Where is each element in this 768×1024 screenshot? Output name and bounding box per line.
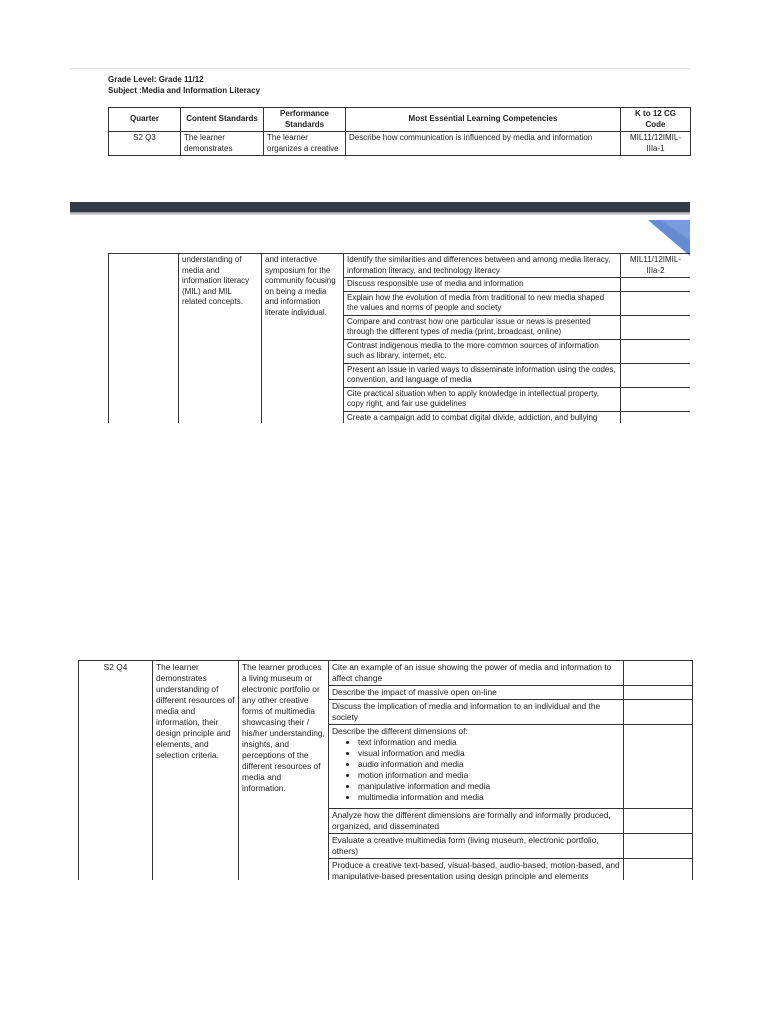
column-header-competencies: Most Essential Learning Competencies <box>346 108 621 132</box>
content-standard-cell: understanding of media and information literacy (MIL) and MIL related concepts. <box>179 254 262 424</box>
document-page-header-segment <box>70 68 690 156</box>
competency-cell: Cite practical situation when to apply knowledge in intellectual property, copy right, and fair use guidelines <box>344 387 621 411</box>
curriculum-table-q3-rows <box>108 253 690 423</box>
competency-cell: Evaluate a creative multimedia form (living museum, electronic portfolio, others) <box>329 834 624 859</box>
table-row <box>79 661 693 686</box>
cg-code-cell <box>621 363 691 387</box>
list-item: • motion information and media <box>358 770 620 781</box>
cg-code-cell <box>621 315 691 339</box>
performance-standard-cell: The learner organizes a creative <box>264 132 346 156</box>
competency-cell: Discuss responsible use of media and information <box>344 278 621 292</box>
dimensions-list <box>332 737 620 803</box>
curriculum-table-q4 <box>78 660 694 880</box>
cg-code-cell <box>624 686 693 700</box>
competency-cell: Compare and contrast how one particular issue or news is presented through the different types of media (print, broadcast, online) <box>344 315 621 339</box>
cg-code-cell: MIL11/12IMIL-IIIa-1 <box>621 132 691 156</box>
competency-cell: Describe the impact of massive open on-line <box>329 686 624 700</box>
curriculum-table-header <box>108 107 691 156</box>
cg-code-cell <box>621 291 691 315</box>
competency-cell: Contrast indigenous media to the more common sources of information such as library, internet, etc. <box>344 339 621 363</box>
list-item: • manipulative information and media <box>358 781 620 792</box>
cg-code-cell <box>621 278 691 292</box>
subject-label: Subject :Media and Information Literacy <box>108 86 261 95</box>
performance-standard-cell: The learner produces a living museum or electronic portfolio or any other creative forms of multimedia showcasing their / his/her understanding, insights, and perceptions of the different resources of media and information. <box>239 661 329 881</box>
column-header-content-standards: Content Standards <box>181 108 264 132</box>
table-row <box>109 254 691 278</box>
cg-code-cell <box>621 387 691 411</box>
column-header-quarter: Quarter <box>109 108 181 132</box>
dimensions-intro: Describe the different dimensions of: <box>332 726 468 736</box>
cg-code-cell <box>624 859 693 881</box>
list-item: • text information and media <box>358 737 620 748</box>
competency-cell: Present an issue in varied ways to disseminate information using the codes, convention, and language of media <box>344 363 621 387</box>
competency-cell: Discuss the implication of media and information to an individual and the society <box>329 700 624 725</box>
cg-code-cell <box>624 809 693 834</box>
grade-level-label: Grade Level: Grade 11/12 <box>108 75 204 84</box>
competency-cell: Create a campaign add to combat digital divide, addiction, and bullying <box>344 411 621 423</box>
competency-cell: Analyze how the different dimensions are formally and informally produced, organized, and disseminated <box>329 809 624 834</box>
content-standard-cell: The learner demonstrates understanding of different resources of media and information, their design principle and elements, and selection criteria. <box>153 661 239 881</box>
cg-code-cell <box>624 700 693 725</box>
competency-cell: Produce a creative text-based, visual-based, audio-based, motion-based, and manipulative-based presentation using design principle and elements <box>329 859 624 881</box>
content-standard-cell: The learner demonstrates <box>181 132 264 156</box>
curriculum-table-continuation <box>108 253 690 423</box>
list-item: • visual information and media <box>358 748 620 759</box>
list-item: • audio information and media <box>358 759 620 770</box>
quarter-cell: S2 Q4 <box>79 661 153 881</box>
blue-corner-accent-icon <box>640 220 690 256</box>
table-row <box>109 132 691 156</box>
competency-cell-dimensions <box>329 725 624 809</box>
cg-code-cell <box>621 411 691 423</box>
competency-cell: Identify the similarities and differences between and among media literacy, information literacy, and technology literacy <box>344 254 621 278</box>
cg-code-cell <box>624 661 693 686</box>
competency-cell: Describe how communication is influenced by media and information <box>346 132 621 156</box>
column-header-performance-standards: Performance Standards <box>264 108 346 132</box>
quarter-cell <box>109 254 179 424</box>
competency-cell: Explain how the evolution of media from traditional to new media shaped the values and norms of people and society <box>344 291 621 315</box>
performance-standard-cell: and interactive symposium for the community focusing on being a media and information literate individual. <box>262 254 344 424</box>
cg-code-cell <box>621 339 691 363</box>
curriculum-table-q4-rows <box>78 660 693 880</box>
list-item: • multimedia information and media <box>358 792 620 803</box>
slide-divider-shadow <box>70 212 690 215</box>
cg-code-cell <box>624 834 693 859</box>
slide-divider-band <box>70 202 690 212</box>
column-header-cg-code: K to 12 CG Code <box>621 108 691 132</box>
cg-code-cell: MIL11/12IMIL-IIIa-2 <box>621 254 691 278</box>
quarter-cell: S2 Q3 <box>109 132 181 156</box>
cg-code-cell <box>624 725 693 809</box>
competency-cell: Cite an example of an issue showing the power of media and information to affect change <box>329 661 624 686</box>
